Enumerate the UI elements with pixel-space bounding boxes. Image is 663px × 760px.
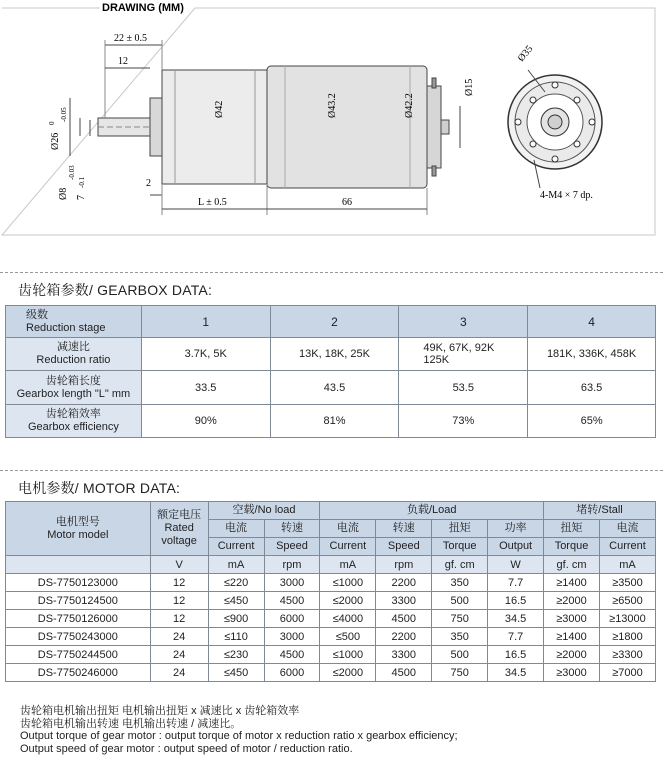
gearbox-divider bbox=[0, 272, 663, 273]
sub-en-1: Speed bbox=[264, 538, 320, 556]
motor-value-cell: 4500 bbox=[376, 664, 432, 682]
motor-value-cell: 3300 bbox=[376, 646, 432, 664]
motor-value-cell: ≤2000 bbox=[320, 592, 376, 610]
gearbox-efficiency-label bbox=[6, 405, 142, 438]
motor-value-cell: 24 bbox=[150, 664, 208, 682]
motor-value-cell: 12 bbox=[150, 592, 208, 610]
efficiency-stage-4: 65% bbox=[528, 405, 656, 438]
note-3: Output speed of gear motor : output speed of motor / reduction ratio. bbox=[20, 742, 353, 755]
ratio-stage-4: 181K, 336K, 458K bbox=[528, 338, 656, 371]
drawing-svg bbox=[0, 0, 663, 255]
gearbox-efficiency-row bbox=[6, 405, 656, 438]
motor-value-cell: 6000 bbox=[264, 664, 320, 682]
unit-8: mA bbox=[599, 556, 655, 574]
stage-4: 4 bbox=[528, 306, 656, 338]
motor-value-cell: 6000 bbox=[264, 610, 320, 628]
units-blank bbox=[6, 556, 151, 574]
note-1: 齿轮箱电机输出转速 电机输出转速 / 减速比。 bbox=[20, 717, 242, 730]
stage-2: 2 bbox=[270, 306, 399, 338]
unit-5: gf. cm bbox=[432, 556, 488, 574]
dim-d42b: Ø42.2 bbox=[404, 93, 415, 118]
motor-value-cell: ≥3500 bbox=[599, 574, 655, 592]
motor-model-header bbox=[6, 502, 151, 556]
motor-value-cell: ≤450 bbox=[208, 664, 264, 682]
length-stage-2: 43.5 bbox=[270, 371, 399, 405]
dim-2: 2 bbox=[146, 178, 151, 189]
motor-value-cell: ≥13000 bbox=[599, 610, 655, 628]
dim-d8-tol: -0.03 bbox=[68, 165, 76, 180]
note-0: 齿轮箱电机输出扭矩 电机输出扭矩 x 减速比 x 齿轮箱效率 bbox=[20, 705, 300, 717]
reduction-stage-header bbox=[6, 306, 142, 338]
notes bbox=[20, 705, 458, 755]
reduction-ratio-row bbox=[6, 338, 656, 371]
dim-d35: Ø35 bbox=[515, 43, 536, 64]
motor-model-cell: DS-7750126000 bbox=[6, 610, 151, 628]
reduction-ratio-label bbox=[6, 338, 142, 371]
motor-value-cell: 16.5 bbox=[488, 646, 544, 664]
reduction-ratio-cn: 减速比 bbox=[56, 341, 90, 353]
stage-3: 3 bbox=[399, 306, 528, 338]
gearbox-body bbox=[162, 70, 267, 184]
unit-3: mA bbox=[320, 556, 376, 574]
motor-value-cell: 3000 bbox=[264, 574, 320, 592]
motor-value-cell: 34.5 bbox=[488, 610, 544, 628]
sub-en-7: Current bbox=[599, 538, 655, 556]
motor-value-cell: ≤2000 bbox=[320, 664, 376, 682]
efficiency-stage-2: 81% bbox=[270, 405, 399, 438]
motor-value-cell: ≥3000 bbox=[544, 610, 600, 628]
motor-rows bbox=[6, 574, 656, 682]
motor-row bbox=[6, 592, 656, 610]
motor-value-cell: ≥6500 bbox=[599, 592, 655, 610]
ratio-stage-2: 13K, 18K, 25K bbox=[270, 338, 399, 371]
technical-drawing bbox=[0, 0, 663, 255]
end-view bbox=[508, 75, 602, 169]
motor-model-cell: DS-7750244500 bbox=[6, 646, 151, 664]
sub-en-2: Current bbox=[320, 538, 376, 556]
motor-model-cell: DS-7750124500 bbox=[6, 592, 151, 610]
length-stage-4: 63.5 bbox=[528, 371, 656, 405]
motor-value-cell: 350 bbox=[432, 574, 488, 592]
sub-cn-3: 转速 bbox=[376, 520, 432, 538]
motor-value-cell: ≥1400 bbox=[544, 574, 600, 592]
gearbox-length-cn: 齿轮箱长度 bbox=[45, 374, 101, 387]
length-stage-1: 33.5 bbox=[141, 371, 270, 405]
sub-cn-2: 电流 bbox=[320, 520, 376, 538]
sub-en-4: Torque bbox=[432, 538, 488, 556]
motor-row bbox=[6, 628, 656, 646]
motor-value-cell: 3300 bbox=[376, 592, 432, 610]
rated-voltage-en: Rated voltage bbox=[161, 522, 197, 547]
dim-d26: Ø26 bbox=[50, 132, 61, 150]
sub-cn-5: 功率 bbox=[488, 520, 544, 538]
unit-6: W bbox=[488, 556, 544, 574]
motor-value-cell: 500 bbox=[432, 646, 488, 664]
motor-model-cell: DS-7750123000 bbox=[6, 574, 151, 592]
sub-cn-4: 扭矩 bbox=[432, 520, 488, 538]
drawing-title: DRAWING (MM) bbox=[102, 2, 184, 14]
motor-value-cell: 2200 bbox=[376, 574, 432, 592]
terminal-bottom bbox=[432, 166, 436, 176]
motor-value-cell: 750 bbox=[432, 664, 488, 682]
motor-model-en: Motor model bbox=[47, 528, 109, 541]
dim-66: 66 bbox=[342, 197, 352, 208]
motor-value-cell: 750 bbox=[432, 610, 488, 628]
reduction-ratio-en: Reduction ratio bbox=[36, 354, 111, 366]
motor-value-cell: ≤230 bbox=[208, 646, 264, 664]
sub-cn-7: 电流 bbox=[599, 520, 655, 538]
motor-row bbox=[6, 646, 656, 664]
motor-title: 电机参数/ MOTOR DATA: bbox=[18, 480, 181, 496]
motor-row bbox=[6, 664, 656, 682]
unit-0: V bbox=[150, 556, 208, 574]
motor-value-cell: ≥7000 bbox=[599, 664, 655, 682]
motor-value-cell: ≤110 bbox=[208, 628, 264, 646]
motor-value-cell: 3000 bbox=[264, 628, 320, 646]
unit-7: gf. cm bbox=[544, 556, 600, 574]
sub-cn-0: 电流 bbox=[208, 520, 264, 538]
dim-d26-tol: -0.05 bbox=[60, 107, 68, 122]
gearbox-flange bbox=[150, 98, 162, 156]
reduction-stage-cn: 级数 bbox=[26, 308, 48, 321]
motor-value-cell: 16.5 bbox=[488, 592, 544, 610]
dim-d43: Ø43.2 bbox=[327, 93, 338, 118]
efficiency-stage-1: 90% bbox=[141, 405, 270, 438]
sub-en-3: Speed bbox=[376, 538, 432, 556]
efficiency-stage-3: 73% bbox=[399, 405, 528, 438]
motor-value-cell: 12 bbox=[150, 574, 208, 592]
motor-value-cell: ≤450 bbox=[208, 592, 264, 610]
motor-value-cell: 34.5 bbox=[488, 664, 544, 682]
sub-en-5: Output bbox=[488, 538, 544, 556]
rated-voltage-header bbox=[150, 502, 208, 556]
motor-bearing bbox=[441, 120, 449, 134]
unit-2: rpm bbox=[264, 556, 320, 574]
gearbox-efficiency-cn: 齿轮箱效率 bbox=[45, 408, 101, 420]
motor-value-cell: 24 bbox=[150, 646, 208, 664]
reduction-stage-en: Reduction stage bbox=[26, 321, 106, 334]
gearbox-length-row bbox=[6, 371, 656, 405]
motor-value-cell: 2200 bbox=[376, 628, 432, 646]
sub-cn-1: 转速 bbox=[264, 520, 320, 538]
motor-endcap bbox=[427, 86, 441, 168]
dim-d26-tol-top: 0 bbox=[48, 121, 56, 125]
sub-cn-6: 扭矩 bbox=[544, 520, 600, 538]
motor-value-cell: ≥3300 bbox=[599, 646, 655, 664]
motor-value-cell: ≤500 bbox=[320, 628, 376, 646]
sub-en-0: Current bbox=[208, 538, 264, 556]
motor-value-cell: 500 bbox=[432, 592, 488, 610]
motor-value-cell: 12 bbox=[150, 610, 208, 628]
motor-value-cell: 350 bbox=[432, 628, 488, 646]
motor-model-cell: DS-7750243000 bbox=[6, 628, 151, 646]
dim-7-tol: -0.1 bbox=[78, 176, 86, 188]
motor-value-cell: 4500 bbox=[264, 646, 320, 664]
gearbox-length-en: Gearbox length "L" mm bbox=[16, 387, 131, 400]
motor-value-cell: ≥1400 bbox=[544, 628, 600, 646]
motor-model-cn: 电机型号 bbox=[55, 515, 100, 528]
motor-value-cell: 7.7 bbox=[488, 574, 544, 592]
motor-table bbox=[5, 501, 656, 682]
dim-22: 22 ± 0.5 bbox=[114, 33, 147, 44]
motor-model-cell: DS-7750246000 bbox=[6, 664, 151, 682]
motor-value-cell: 4500 bbox=[376, 610, 432, 628]
motor-value-cell: 4500 bbox=[264, 592, 320, 610]
length-stage-3: 53.5 bbox=[399, 371, 528, 405]
dim-7: 7 bbox=[76, 195, 87, 200]
motor-value-cell: ≥1800 bbox=[599, 628, 655, 646]
motor-value-cell: ≤220 bbox=[208, 574, 264, 592]
gearbox-title: 齿轮箱参数/ GEARBOX DATA: bbox=[18, 282, 213, 298]
motor-row bbox=[6, 574, 656, 592]
motor-group-row bbox=[6, 502, 656, 520]
motor-value-cell: 7.7 bbox=[488, 628, 544, 646]
motor-value-cell: ≤900 bbox=[208, 610, 264, 628]
dim-d42: Ø42 bbox=[214, 100, 225, 118]
gearbox-efficiency-en: Gearbox efficiency bbox=[27, 421, 119, 433]
gearbox-table bbox=[5, 305, 656, 438]
motor-value-cell: 24 bbox=[150, 628, 208, 646]
motor-body bbox=[267, 66, 427, 188]
gearbox-header-row bbox=[6, 306, 656, 338]
motor-value-cell: ≥2000 bbox=[544, 592, 600, 610]
ratio-stage-3: 49K, 67K, 92K 125K bbox=[399, 338, 528, 371]
note-2: Output torque of gear motor : output torque of motor x reduction ratio x gearbox efficiency; bbox=[20, 730, 458, 742]
dim-L: L ± 0.5 bbox=[198, 197, 227, 208]
dim-holes: 4-M4 × 7 dp. bbox=[540, 190, 593, 201]
gearbox-length-label bbox=[6, 371, 142, 405]
dim-d15: Ø15 bbox=[464, 78, 475, 96]
motor-units-row bbox=[6, 556, 656, 574]
motor-value-cell: ≤1000 bbox=[320, 646, 376, 664]
unit-1: mA bbox=[208, 556, 264, 574]
load-header: 负载/Load bbox=[320, 502, 544, 520]
dim-12: 12 bbox=[118, 56, 128, 67]
motor-divider bbox=[0, 470, 663, 471]
terminal-top bbox=[432, 78, 436, 88]
motor-value-cell: ≤4000 bbox=[320, 610, 376, 628]
dim-d8: Ø8 bbox=[58, 187, 69, 200]
motor-value-cell: ≥2000 bbox=[544, 646, 600, 664]
ratio-stage-1: 3.7K, 5K bbox=[141, 338, 270, 371]
stage-1: 1 bbox=[141, 306, 270, 338]
motor-value-cell: ≥3000 bbox=[544, 664, 600, 682]
unit-4: rpm bbox=[376, 556, 432, 574]
sub-en-6: Torque bbox=[544, 538, 600, 556]
rated-voltage-cn: 额定电压 bbox=[157, 509, 202, 521]
motor-row bbox=[6, 610, 656, 628]
stall-header: 堵转/Stall bbox=[544, 502, 656, 520]
noload-header: 空载/No load bbox=[208, 502, 320, 520]
motor-value-cell: ≤1000 bbox=[320, 574, 376, 592]
